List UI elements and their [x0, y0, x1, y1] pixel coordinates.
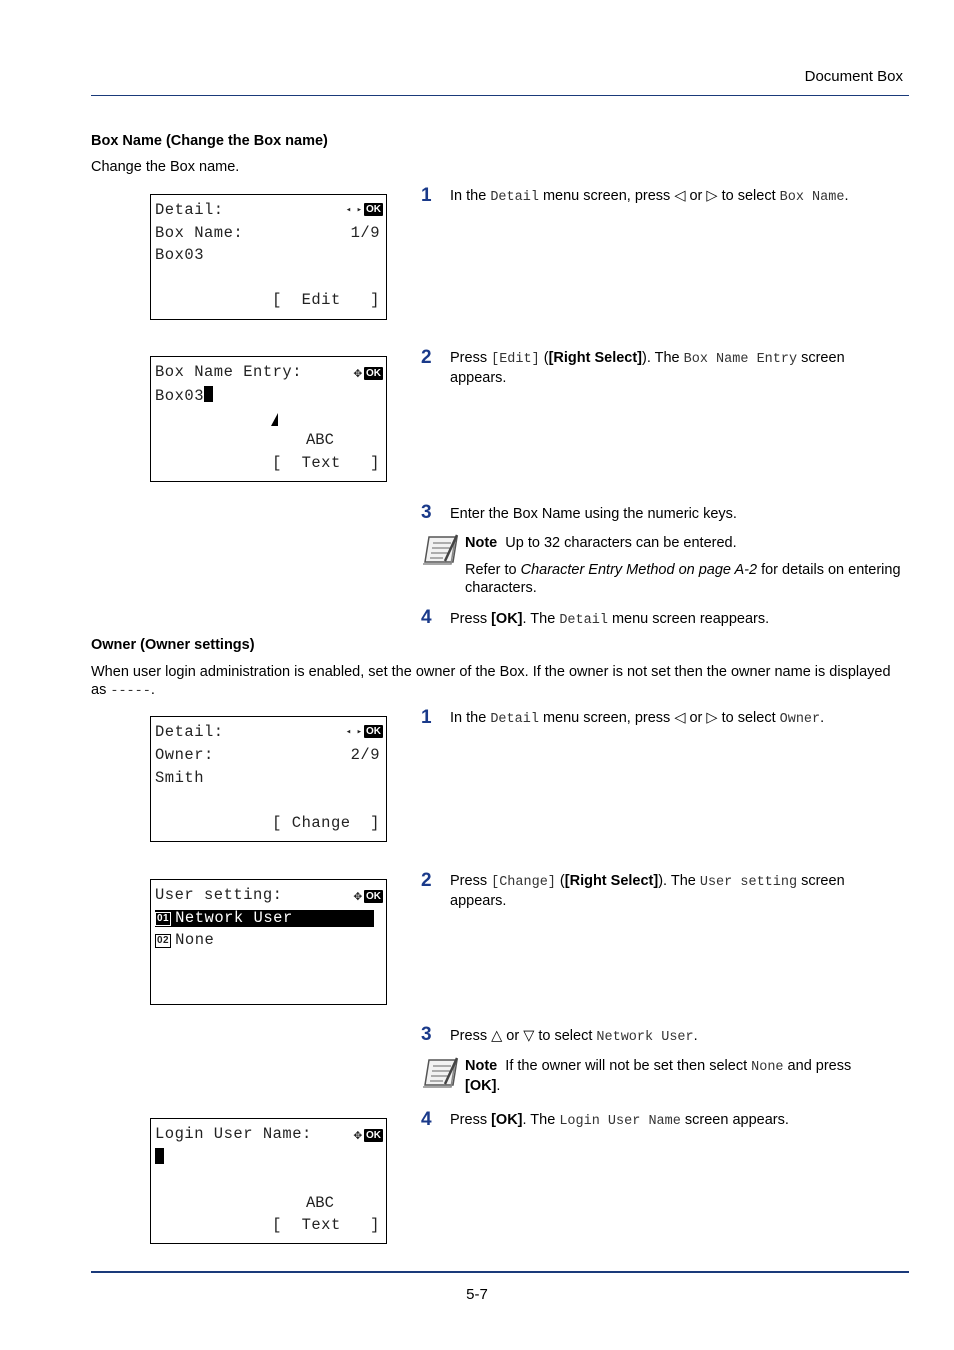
lcd-status-icons: [346, 725, 383, 738]
step-text: In the Detail menu screen, press ◁ or ▷ to select Owner.: [450, 710, 825, 727]
lcd-page-indicator: 2/9: [350, 746, 380, 764]
lcd-page-indicator: 1/9: [350, 224, 380, 242]
lcd-line: Owner:: [155, 746, 214, 764]
step-number: 3: [421, 1024, 432, 1045]
lcd-softkey-edit: [ Edit ]: [272, 291, 380, 309]
four-way-arrow-icon: ✥: [353, 889, 362, 905]
lcd-menu-item-none: 02 None: [157, 931, 215, 949]
footer-rule: [91, 1271, 909, 1273]
section-title-box-name: Box Name (Change the Box name): [91, 133, 328, 149]
lcd-status-icons: [354, 888, 383, 905]
note-text: Note Up to 32 characters can be entered.: [465, 535, 737, 551]
note-text: Note If the owner will not be set then select None and press [OK].: [465, 1058, 852, 1094]
four-way-arrow-icon: ✥: [353, 1128, 362, 1144]
step-text: In the Detail menu screen, press ◁ or ▷ to select Box Name.: [450, 188, 849, 205]
text-cursor: [204, 386, 213, 402]
cross-reference-link[interactable]: Character Entry Method on page A-2: [520, 562, 758, 578]
lcd-line: Box03: [155, 246, 205, 264]
lcd-detail-box-name: [150, 194, 387, 320]
lcd-detail-owner: [150, 716, 387, 842]
lcd-line: Detail:: [155, 723, 224, 741]
caret-pointer-icon: [271, 413, 278, 426]
step-text: Press [Edit] ([Right Select]). The Box Name Entry screen appears.: [450, 350, 845, 386]
header-rule: [91, 95, 909, 96]
lcd-user-setting: [150, 879, 387, 1005]
lcd-softkey-text: [ Text ]: [272, 1216, 380, 1234]
lcd-softkey-change: [ Change ]: [272, 814, 380, 832]
step-text: Press [Change] ([Right Select]). The User setting screen appears.: [450, 873, 845, 909]
step-number: 1: [421, 185, 432, 206]
lcd-input-line: Box03: [155, 386, 213, 405]
ok-icon: OK: [366, 368, 381, 379]
step-text: Press [OK]. The Login User Name screen appears.: [450, 1112, 789, 1129]
lcd-line: Box Name Entry:: [155, 363, 303, 381]
step-number: 2: [421, 870, 432, 891]
step-number: 2: [421, 347, 432, 368]
left-right-arrow-icon: ◂ ▸: [345, 204, 362, 215]
lcd-line: Login User Name:: [155, 1125, 312, 1143]
step-text: Press [OK]. The Detail menu screen reappears.: [450, 611, 770, 628]
four-way-arrow-icon: ✥: [353, 366, 362, 382]
lcd-status-icons: [354, 1127, 383, 1144]
ok-icon: OK: [366, 891, 381, 902]
note-reference: Refer to Character Entry Method on page A-2 for details on entering characters.: [465, 562, 901, 596]
lcd-line: Smith: [155, 769, 205, 787]
ok-icon: OK: [366, 204, 381, 215]
section-title-owner: Owner (Owner settings): [91, 637, 255, 653]
left-right-arrow-icon: ◂ ▸: [345, 726, 362, 737]
lcd-status-icons: [346, 203, 383, 216]
lcd-input-line: [155, 1148, 164, 1167]
note-icon: [421, 533, 459, 565]
lcd-menu-item-network-user: 01 Network User: [157, 909, 293, 927]
lcd-status-icons: [354, 365, 383, 382]
step-text: Press △ or ▽ to select Network User.: [450, 1028, 698, 1045]
note-icon: [421, 1056, 459, 1088]
page-number: 5-7: [466, 1286, 488, 1303]
lcd-box-name-entry: [150, 356, 387, 482]
step-number: 4: [421, 1109, 432, 1130]
step-text: Enter the Box Name using the numeric keys.: [450, 506, 737, 522]
lcd-login-user-name: [150, 1118, 387, 1244]
lcd-line: Detail:: [155, 201, 224, 219]
lcd-line: User setting:: [155, 886, 283, 904]
step-number: 3: [421, 502, 432, 523]
running-header: Document Box: [804, 68, 903, 85]
section-intro-box-name: Change the Box name.: [91, 159, 240, 175]
lcd-input-mode: ABC: [306, 1194, 334, 1212]
lcd-input-mode: ABC: [306, 431, 334, 449]
ok-icon: OK: [366, 1130, 381, 1141]
step-number: 4: [421, 607, 432, 628]
lcd-line: Box Name:: [155, 224, 244, 242]
ok-icon: OK: [366, 726, 381, 737]
step-number: 1: [421, 707, 432, 728]
section-intro-owner: When user login administration is enabled, set the owner of the Box. If the owner is not set then the owner name is displayed as -----.: [91, 664, 891, 699]
lcd-softkey-text: [ Text ]: [272, 454, 380, 472]
text-cursor: [155, 1148, 164, 1164]
